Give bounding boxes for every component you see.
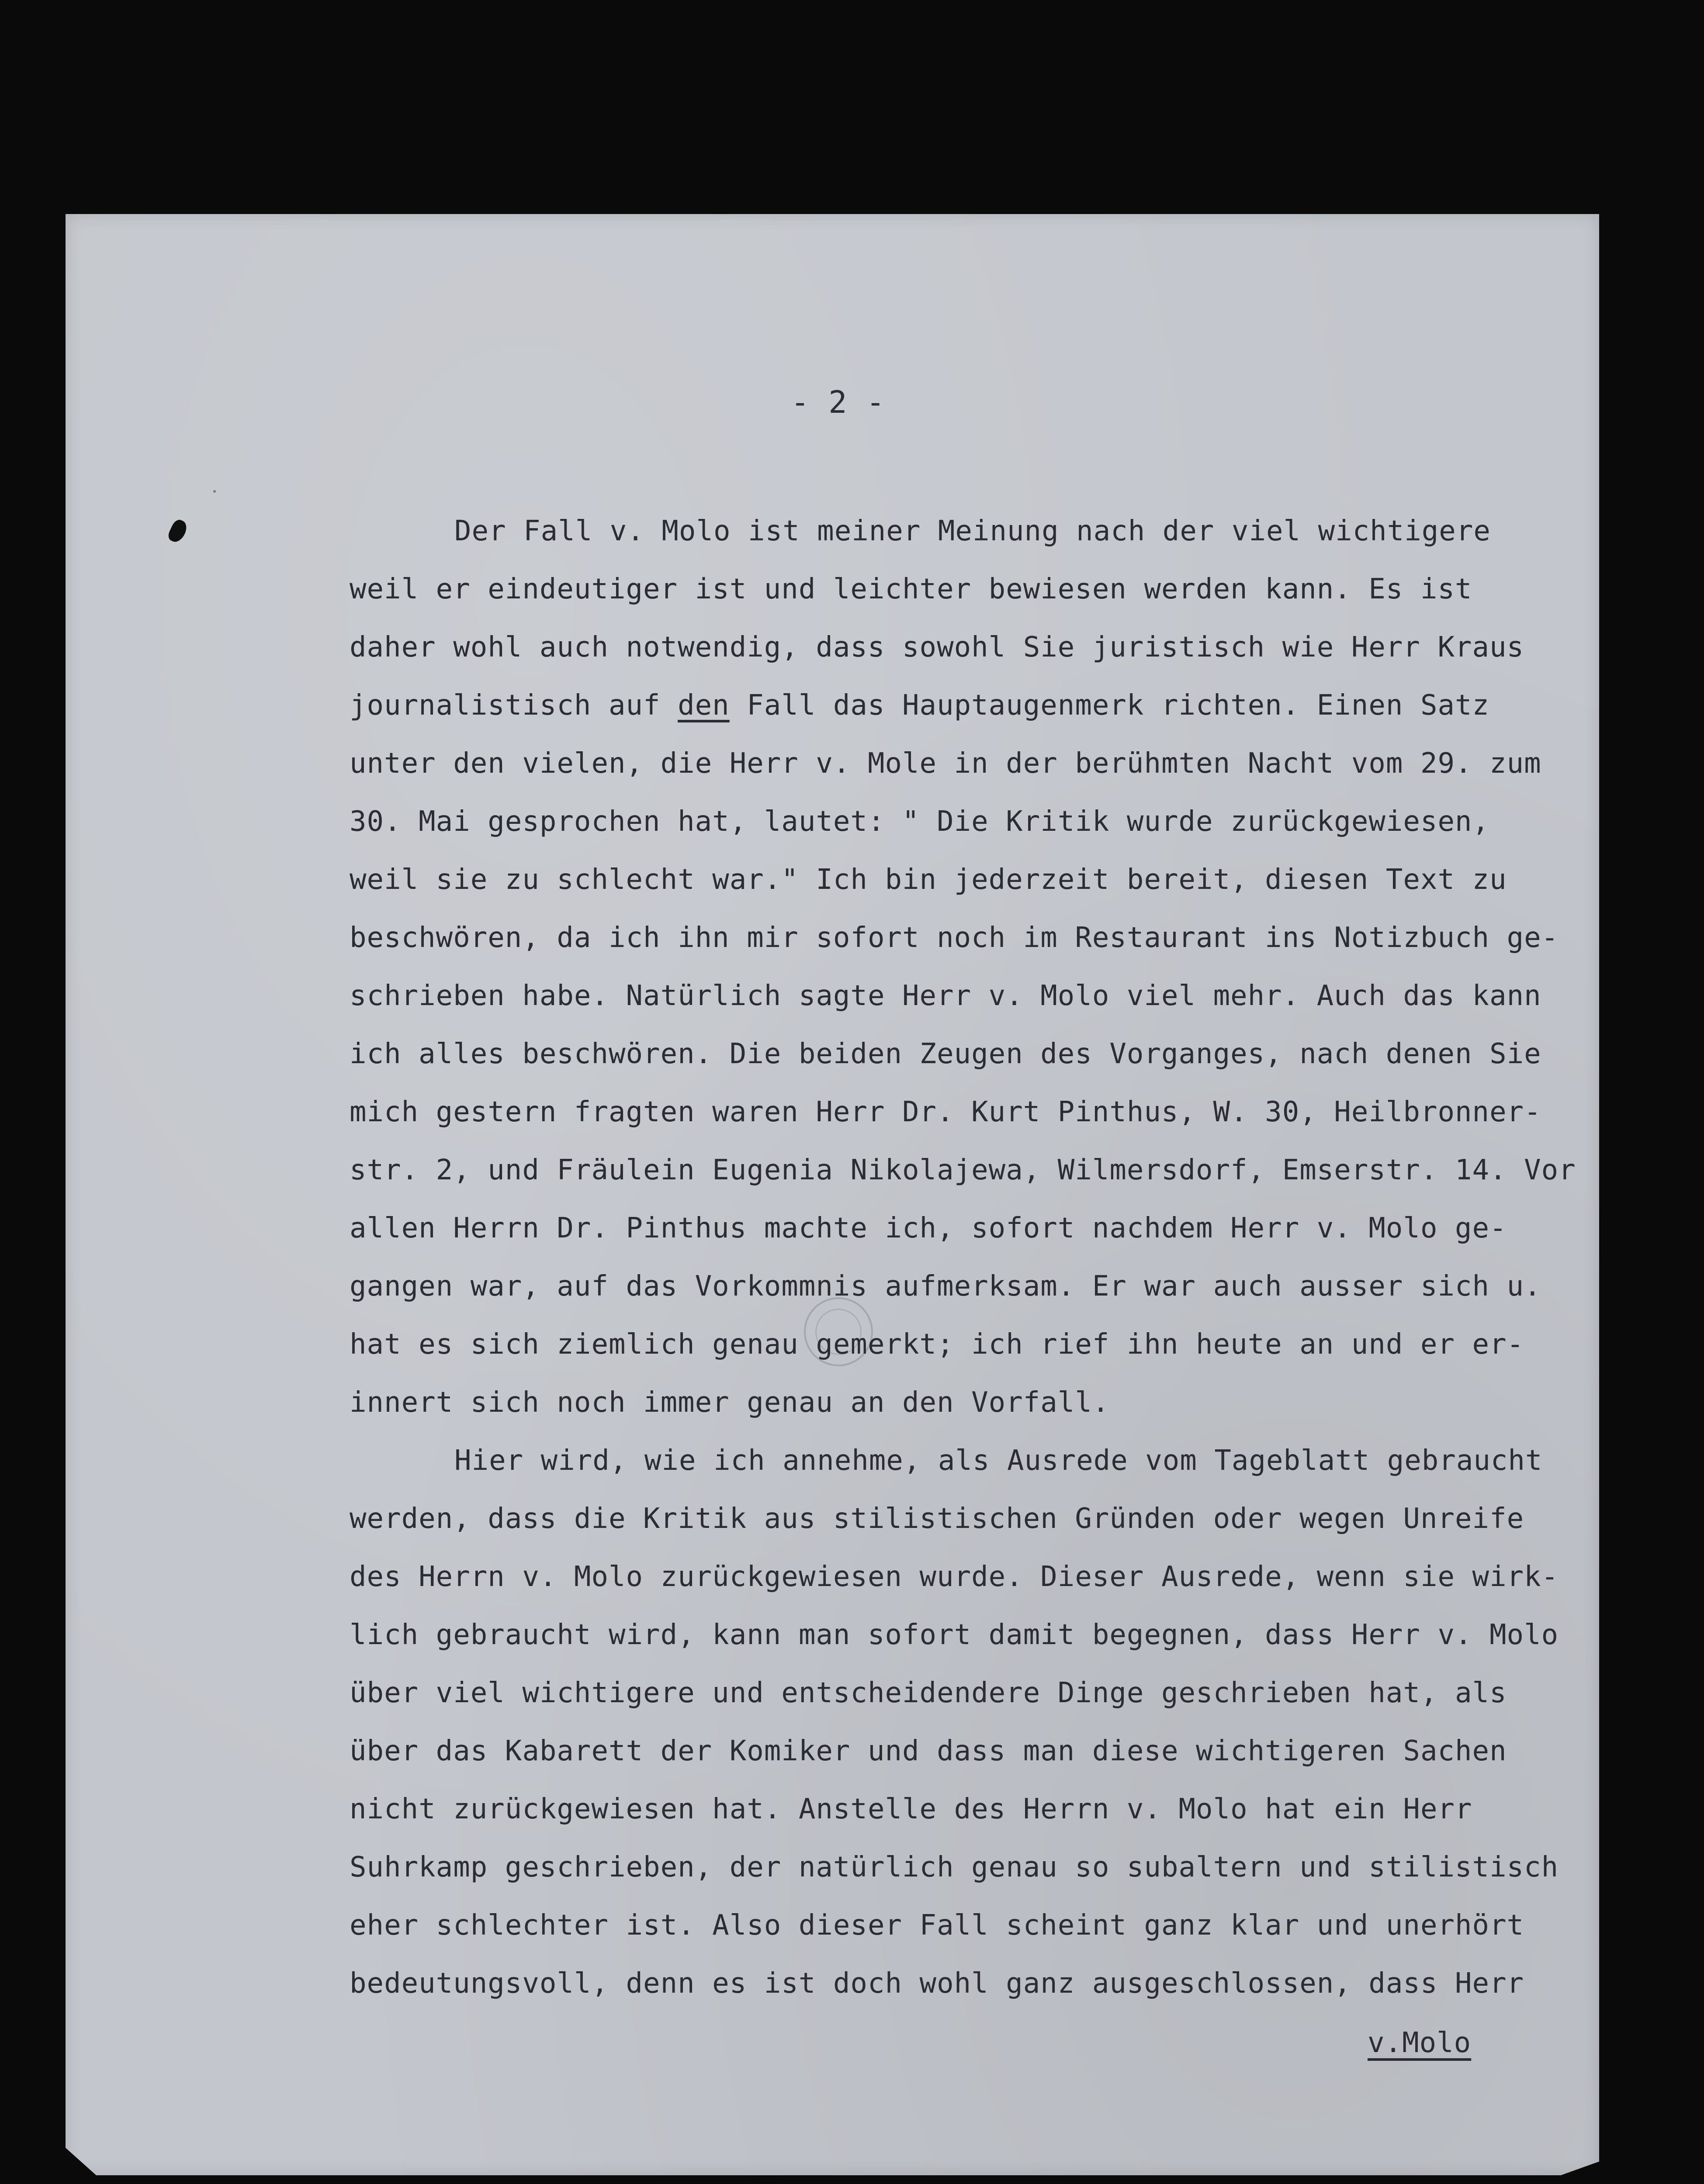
text-line: des Herrn v. Molo zurückgewiesen wurde. Dieser Ausrede, wenn sie wirk-	[350, 1561, 1559, 1593]
text-line: gangen war, auf das Vorkommnis aufmerksam. Er war auch ausser sich u.	[350, 1270, 1541, 1303]
text-line: bedeutungsvoll, denn es ist doch wohl ganz ausgeschlossen, dass Herr	[350, 1967, 1524, 2000]
text-line: über viel wichtigere und entscheidendere Dinge geschrieben hat, als	[350, 1677, 1507, 1709]
text-line: nicht zurückgewiesen hat. Anstelle des Herrn v. Molo hat ein Herr	[350, 1793, 1472, 1825]
text-line: beschwören, da ich ihn mir sofort noch im Restaurant ins Notizbuch ge-	[350, 922, 1559, 954]
text-line: über das Kabarett der Komiker und dass man diese wichtigeren Sachen	[350, 1735, 1507, 1767]
underlined-word: den	[678, 689, 730, 722]
paper-speck	[213, 490, 216, 493]
ink-blot	[166, 518, 190, 544]
text-line: eher schlechter ist. Also dieser Fall scheint ganz klar und unerhört	[350, 1909, 1524, 1942]
catchword: v.Molo	[1368, 2027, 1472, 2059]
letter-body	[350, 502, 1599, 2013]
text-line	[350, 677, 1599, 735]
text-line: mich gestern fragten waren Herr Dr. Kurt Pinthus, W. 30, Heilbronner-	[350, 1096, 1541, 1128]
text-line: werden, dass die Kritik aus stilistischen Gründen oder wegen Unreife	[350, 1503, 1524, 1535]
text-line: Hier wird, wie ich annehme, als Ausrede vom Tageblatt gebraucht	[454, 1444, 1543, 1477]
text-line: ich alles beschwören. Die beiden Zeugen des Vorganges, nach denen Sie	[350, 1038, 1541, 1070]
text-line-segment: Fall das Hauptaugenmerk richten. Einen Satz	[729, 689, 1490, 722]
text-line: unter den vielen, die Herr v. Mole in der berühmten Nacht vom 29. zum	[350, 747, 1541, 780]
text-line: weil sie zu schlecht war." Ich bin jederzeit bereit, diesen Text zu	[350, 864, 1507, 896]
text-line: allen Herrn Dr. Pinthus machte ich, sofort nachdem Herr v. Molo ge-	[350, 1212, 1507, 1244]
text-line: hat es sich ziemlich genau gemerkt; ich rief ihn heute an und er er-	[350, 1328, 1524, 1361]
text-line: weil er eindeutiger ist und leichter bewiesen werden kann. Es ist	[350, 573, 1472, 605]
text-line: 30. Mai gesprochen hat, lautet: " Die Kritik wurde zurückgewiesen,	[350, 805, 1490, 838]
text-line: Suhrkamp geschrieben, der natürlich genau so subaltern und stilistisch	[350, 1851, 1559, 1883]
page-number: - 2 -	[791, 384, 885, 420]
text-line: Der Fall v. Molo ist meiner Meinung nach der viel wichtigere	[454, 515, 1491, 547]
text-line: innert sich noch immer genau an den Vorfall.	[350, 1386, 1110, 1419]
text-line: schrieben habe. Natürlich sagte Herr v. Molo viel mehr. Auch das kann	[350, 980, 1541, 1012]
text-line: str. 2, und Fräulein Eugenia Nikolajewa, Wilmersdorf, Emserstr. 14. Vor	[350, 1154, 1576, 1186]
text-line: lich gebraucht wird, kann man sofort damit begegnen, dass Herr v. Molo	[350, 1619, 1559, 1651]
text-line: daher wohl auch notwendig, dass sowohl Sie juristisch wie Herr Kraus	[350, 631, 1524, 663]
text-line-segment: journalistisch auf	[350, 689, 678, 722]
